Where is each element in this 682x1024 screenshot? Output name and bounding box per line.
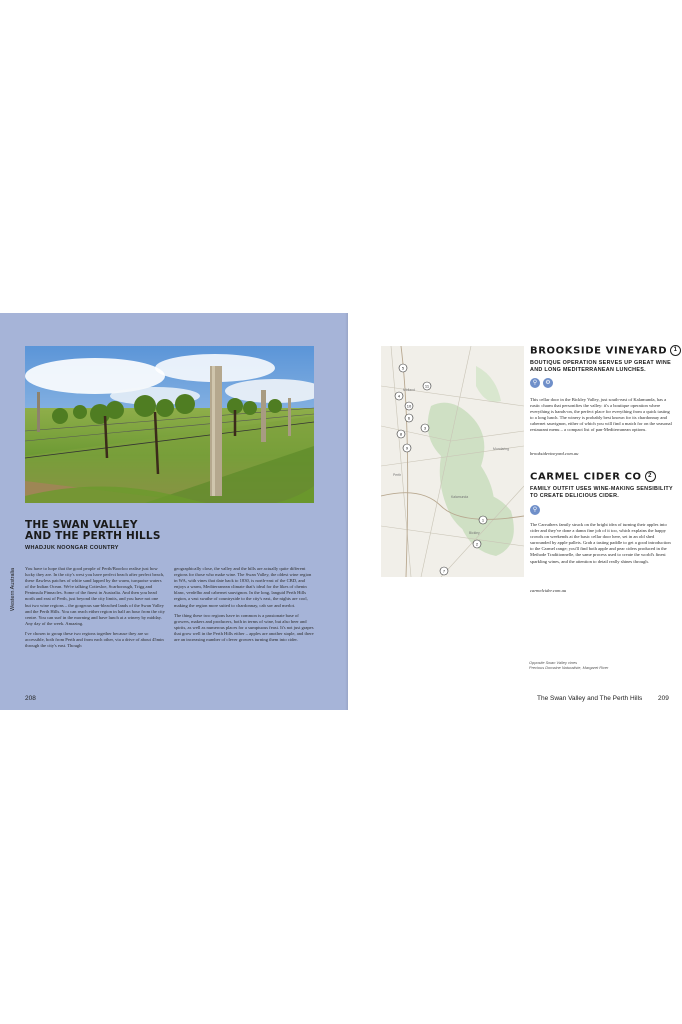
map-marker[interactable]	[473, 540, 481, 548]
svg-text:11: 11	[424, 383, 430, 389]
page-number-left: 208	[25, 695, 36, 702]
svg-text:4: 4	[397, 393, 401, 399]
page-number-right: 209	[658, 695, 669, 702]
map-marker[interactable]	[421, 424, 429, 432]
venue-number-badge: 2	[645, 471, 656, 482]
caption-line: Previous Domaine Naturaliste, Margaret River	[529, 665, 609, 670]
venue-title-carmel	[530, 471, 656, 483]
map-place-label: Bickley	[469, 531, 480, 535]
left-page	[0, 313, 348, 710]
venue-website-link[interactable]: carmelcider.com.au	[530, 588, 567, 593]
book-spread	[0, 313, 682, 710]
running-head: The Swan Valley and The Perth Hills	[537, 695, 643, 702]
map-marker[interactable]	[397, 430, 405, 438]
chapter-title	[25, 520, 161, 542]
map-marker[interactable]	[479, 516, 487, 524]
svg-text:10: 10	[406, 403, 412, 409]
vineyard-photo	[25, 346, 314, 503]
paragraph: geographically close, the valley and the hills are actually quite different regions for those who make wine. The Swan Valley, the oldest wine region in WA, with vines that date back to 1830, is north-east of the CBD, and enjoys a warm, Mediterranean climate that's ideal for the likes of chenin blanc, verdelho and cabernet sauvignon. In the long, languid Perth Hills region, a vast swathe of countryside to the city's east, the nights are cool, making the region more suited to chardonnay, cab sav and merlot.	[174, 566, 312, 608]
map-marker[interactable]	[440, 567, 448, 575]
map-place-label: Midland	[403, 388, 415, 392]
venue-name: CARMEL CIDER CO	[530, 471, 642, 483]
svg-text:8: 8	[399, 431, 403, 437]
paragraph: You have to hope that the good people of Perth/Boorloo realise just how lucky they are. In the city's west you have perfect beach after perfect beach, these flawless patches of white sand lapped by the warm, turquoise waters of the Indian Ocean. We're talking Cottesloe, Scarborough, Trigg and Peninsula Pinnacles. Some of the finest in Australia. And then you head north and east of Perth, just beyond the city limits, and you have not one but two wine regions – the gorgeous sun-bleached lands of the Swan Valley and the Perth Hills. You can reach either region in half an hour from the city centre. You can surf in the morning and have lunch at a winery by midday. Any day of the week. Amazing.	[25, 566, 165, 626]
map-marker[interactable]	[423, 382, 431, 390]
svg-text:6: 6	[407, 415, 411, 421]
venue-description: This cellar door in the Bickley Valley, just south-east of Kalamunda, has a rustic charm that personifies the valley: it's a boutique operation where everything is hands-on, the perfect place for everything from a quick tasting to a long lunch. The winery is probably best known for its chardonnay and cabernet sauvignon, either of which you will find a match for on the seasonal restaurant menu – a compact list of pan-Mediterranean options.	[530, 397, 672, 433]
side-label	[8, 551, 16, 611]
paragraph: I've chosen to group these two regions together because they are so accessible, both from Perth and from each other, via a drive of about 45min through the city's east. Though	[25, 630, 164, 649]
venue-number-badge: 1	[670, 345, 681, 356]
svg-text:7: 7	[442, 568, 446, 574]
svg-text:9: 9	[405, 445, 409, 451]
map-marker[interactable]	[399, 364, 407, 372]
venue-title-brookside	[530, 345, 681, 357]
svg-text:2: 2	[475, 541, 479, 547]
venue-icons	[530, 378, 553, 388]
map-graphic	[381, 346, 524, 577]
right-page	[348, 313, 682, 710]
side-label-text: Western Australia	[10, 567, 16, 611]
map-marker[interactable]	[403, 444, 411, 452]
svg-text:5: 5	[401, 365, 405, 371]
vineyard-image	[25, 346, 314, 503]
map-place-label: Perth	[393, 473, 402, 477]
wine-glass-icon: ⚲	[530, 378, 540, 388]
photo-caption	[529, 660, 608, 670]
venue-tagline: BOUTIQUE OPERATION SERVES UP GREAT WINE AND LONG MEDITERRANEAN LUNCHES.	[530, 360, 671, 373]
map-place-label: Kalamunda	[451, 495, 469, 499]
cutlery-icon: ⚙	[543, 378, 553, 388]
map-marker[interactable]	[395, 392, 403, 400]
venue-description: The Carruthers family struck on the bright idea of turning their apples into cider and they've done a damn fine job of it too, which explains the happy crowds on weekends at the basic cellar door here, set in an old shed surrounded by apple pallets. Grab a tasting paddle to get a good introduction to the Carmel range; you'll find both apple and pear ciders produced in the Methode Traditionnelle, the same process used to create the world's finest sparkling wines, and the attention to detail really shines through.	[530, 522, 671, 564]
region-map	[381, 346, 524, 577]
chapter-title-line1: THE SWAN VALLEY	[25, 519, 138, 531]
venue-icons	[530, 505, 540, 515]
cider-icon: ⚲	[530, 505, 540, 515]
venue-tagline: FAMILY OUTFIT USES WINE-MAKING SENSIBILITY TO CREATE DELICIOUS CIDER.	[530, 486, 673, 499]
venue-website-link[interactable]: brooksidevineyard.com.au	[530, 451, 579, 456]
chapter-subtitle: WHADJUK NOONGAR COUNTRY	[25, 545, 119, 551]
venue-name: BROOKSIDE VINEYARD	[530, 345, 668, 357]
map-place-label: Mundaring	[493, 447, 510, 451]
svg-text:3: 3	[423, 425, 427, 431]
caption-line: Opposite Swan Valley vines	[529, 660, 578, 665]
paragraph: The thing these two regions have in common is a passionate base of growers, makers and producers, both in terms of wine, but also beer and spirits, as well as numerous places for a sumptuous feast. It's not just grapes that grow well in the Perth Hills either – apples are another staple, and there are an increasing number of clever growers turning them into cider.	[174, 612, 314, 643]
map-marker[interactable]	[405, 414, 413, 422]
svg-text:1: 1	[481, 517, 485, 523]
body-column-2	[174, 566, 314, 647]
map-marker[interactable]	[405, 402, 413, 410]
chapter-title-line2: AND THE PERTH HILLS	[25, 530, 161, 542]
body-column-1	[25, 566, 165, 653]
